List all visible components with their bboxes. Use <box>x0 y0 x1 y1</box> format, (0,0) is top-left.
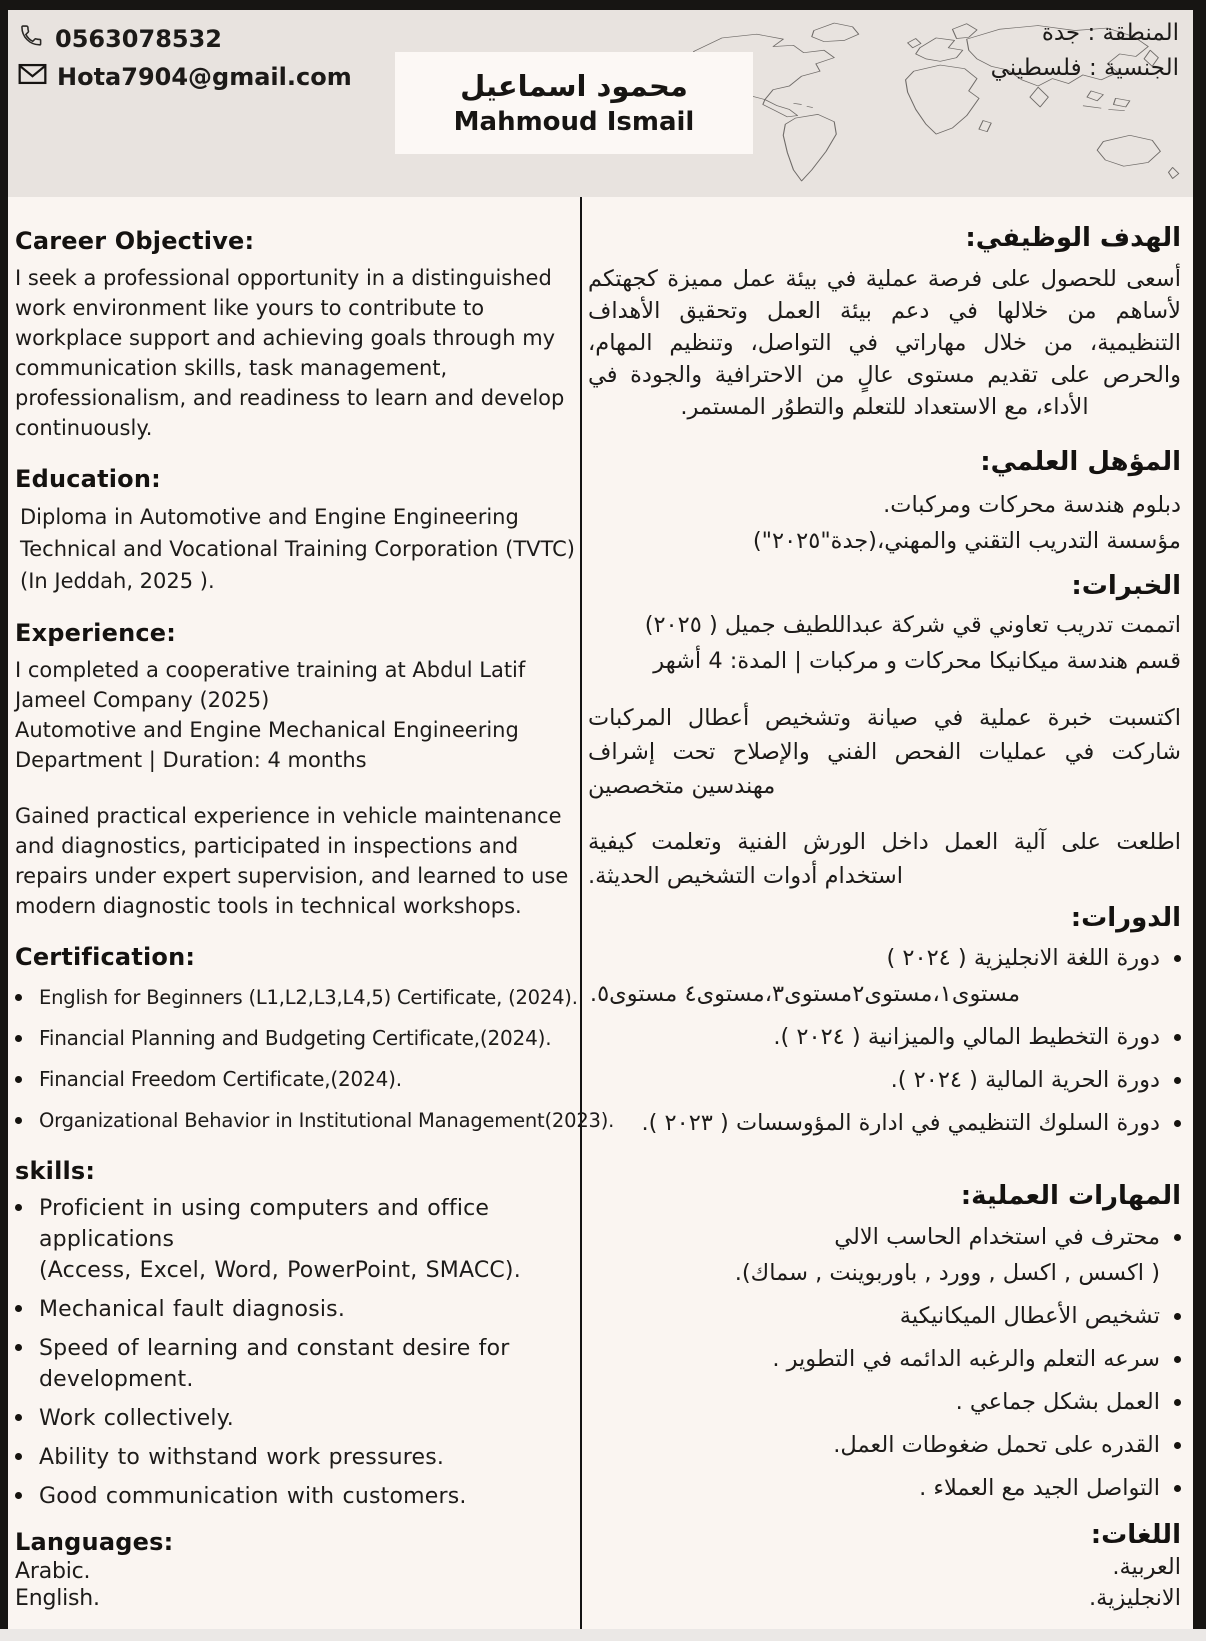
nationality-label: الجنسية : فلسطيني <box>990 55 1179 81</box>
list-item <box>15 1106 615 1135</box>
qualification-block-ar <box>588 487 1181 559</box>
list-item <box>588 1298 1181 1334</box>
list-item <box>588 1105 1181 1141</box>
language-item: English. <box>15 1586 100 1611</box>
list-item <box>588 1470 1181 1506</box>
list-item <box>588 1341 1181 1377</box>
bullet-icon <box>1174 1234 1181 1241</box>
skills-item-ar: تشخيص الأعطال الميكانيكية <box>899 1303 1160 1329</box>
bullet-icon <box>1174 1442 1181 1449</box>
contact-block <box>18 22 352 99</box>
page-bottom-strip <box>0 1629 1206 1641</box>
region-label: المنطقة : جدة <box>1041 20 1179 46</box>
skills-item <box>39 1193 580 1286</box>
email-row <box>18 62 352 92</box>
experience-line-ar: اتممت تدريب تعاوني قي شركة عبداللطيف جميل ( ٢٠٢٥) <box>644 612 1181 638</box>
skills-item-ar: التواصل الجيد مع العملاء . <box>919 1475 1160 1501</box>
education-line: Diploma in Automotive and Engine Engineering <box>20 505 519 529</box>
bullet-icon <box>1174 1077 1181 1084</box>
courses-list-ar <box>588 940 1181 1141</box>
header <box>8 10 1193 197</box>
list-item <box>15 1481 580 1512</box>
skills-list-ar <box>588 1219 1181 1506</box>
experience-line: I completed a cooperative training at Abdul Latif Jameel Company (2025) <box>15 658 526 712</box>
experience-title-ar: الخبرات: <box>1071 571 1181 601</box>
phone-icon <box>18 22 45 55</box>
phone-number: 0563078532 <box>55 24 222 53</box>
bullet-icon <box>1174 1034 1181 1041</box>
experience-block-ar <box>588 607 1181 893</box>
geo-info <box>991 16 1179 86</box>
career-objective-text-en: I seek a professional opportunity in a distinguished work environment like yours to contribute to workplace support and achieving goals through my communication skills, task management, professionalism, and readiness to learn and develop continuously. <box>15 266 565 440</box>
skills-item: Ability to withstand work pressures. <box>39 1445 445 1470</box>
arabic-column <box>582 197 1193 1629</box>
list-item <box>15 1403 580 1434</box>
certification-item: Organizational Behavior in Institutional Management(2023). <box>39 1109 615 1132</box>
name-box <box>395 52 753 154</box>
course-item <box>590 940 1160 1012</box>
experience-line-ar: قسم هندسة ميكانيكا محركات و مركبات | المدة: 4 أشهر <box>653 648 1181 674</box>
list-item <box>588 1062 1181 1098</box>
skills-item-line: Proficient in using computers and office applications <box>39 1196 490 1252</box>
skills-item-ar: سرعه التعلم والرغبه الدائمه في التطوير . <box>772 1346 1160 1372</box>
languages-block-en <box>15 1528 580 1612</box>
certification-list-en <box>15 983 615 1135</box>
course-item: دورة التخطيط المالي والميزانية ( ٢٠٢٤ ). <box>773 1024 1160 1050</box>
list-item <box>588 1219 1181 1291</box>
languages-block-ar <box>588 1520 1181 1614</box>
course-item: دورة الحرية المالية ( ٢٠٢٤ ). <box>890 1067 1160 1093</box>
education-line: (In Jeddah, 2025 ). <box>20 569 215 593</box>
certification-title-en: Certification: <box>15 943 196 971</box>
skills-item-ar: العمل بشكل جماعي . <box>955 1389 1160 1415</box>
skills-item-ar <box>735 1219 1160 1291</box>
course-item-line: دورة اللغة الانجليزية ( ٢٠٢٤ ) <box>886 945 1160 971</box>
languages-title-ar: اللغات: <box>1090 1520 1181 1550</box>
skills-item-line-ar: ( اكسس , اكسل , وورد , باوربوينت , سماك). <box>734 1260 1160 1286</box>
language-item-ar: العربية. <box>1112 1554 1181 1580</box>
list-item <box>15 1193 580 1286</box>
language-item: Arabic. <box>15 1559 91 1584</box>
career-objective-title-en: Career Objective: <box>15 227 255 255</box>
bullet-icon <box>15 1076 22 1083</box>
certification-item: English for Beginners (L1,L2,L3,L4,5) Certificate, (2024). <box>39 986 578 1009</box>
skills-item-line-ar: محترف في استخدام الحاسب الالي <box>834 1224 1160 1250</box>
bullet-icon <box>15 994 22 1001</box>
bullet-icon <box>15 1204 22 1211</box>
bullet-icon <box>1174 1356 1181 1363</box>
experience-paragraph-2-ar: اكتسبت خبرة عملية في صيانة وتشخيص أعطال المركبات شاركت في عمليات الفحص الفني والإصلاح تحت إشراف مهندسين متخصصين <box>588 705 1181 799</box>
bullet-icon <box>15 1305 22 1312</box>
skills-title-en: skills: <box>15 1157 96 1185</box>
bullet-icon <box>1174 1399 1181 1406</box>
skills-item: Mechanical fault diagnosis. <box>39 1297 346 1322</box>
qualification-line: مؤسسة التدريب التقني والمهني،(جدة"٢٠٢٥") <box>752 528 1181 554</box>
list-item <box>15 983 580 1012</box>
email-address: Hota7904@gmail.com <box>57 63 352 91</box>
career-objective-title-ar: الهدف الوظيفي: <box>965 223 1181 253</box>
skills-item-line: (Access, Excel, Word, PowerPoint, SMACC). <box>39 1258 521 1283</box>
list-item <box>15 1442 580 1473</box>
bullet-icon <box>15 1344 22 1351</box>
education-line: Technical and Vocational Training Corporation (TVTC) <box>20 537 575 561</box>
bullet-icon <box>15 1492 22 1499</box>
bullet-icon <box>15 1453 22 1460</box>
skills-item: Work collectively. <box>39 1406 234 1431</box>
bullet-icon <box>15 1035 22 1042</box>
name-english: Mahmoud Ismail <box>453 107 695 137</box>
list-item <box>15 1294 580 1325</box>
list-item <box>588 940 1181 1012</box>
bullet-icon <box>15 1117 22 1124</box>
resume-body <box>8 197 1193 1629</box>
course-item-line: مستوى١،مستوى٢مستوى٣،مستوى٤ مستوى٥. <box>589 981 1020 1007</box>
experience-paragraph-3-ar: اطلعت على آلية العمل داخل الورش الفنية وتعلمت كيفية استخدام أدوات التشخيص الحديثة. <box>588 829 1181 889</box>
list-item <box>588 1384 1181 1420</box>
experience-title-en: Experience: <box>15 619 177 647</box>
certification-item: Financial Freedom Certificate,(2024). <box>39 1067 402 1091</box>
list-item <box>15 1065 580 1094</box>
bullet-icon <box>15 1414 22 1421</box>
qualification-line: دبلوم هندسة محركات ومركبات. <box>883 492 1181 518</box>
name-arabic: محمود اسماعيل <box>460 69 688 103</box>
experience-paragraph-2-en: Gained practical experience in vehicle maintenance and diagnostics, participated in inspections and repairs under expert supervision, and learned to use modern diagnostic tools in technical workshops. <box>15 804 569 918</box>
skills-item: Good communication with customers. <box>39 1484 467 1509</box>
resume-sheet <box>8 10 1193 1641</box>
skills-item-ar: القدره على تحمل ضغوطات العمل. <box>833 1432 1160 1458</box>
skills-list-en <box>15 1193 580 1512</box>
bullet-icon <box>1174 1120 1181 1127</box>
practical-skills-title-ar: المهارات العملية: <box>960 1181 1181 1211</box>
bullet-icon <box>1174 955 1181 962</box>
language-item-ar: الانجليزية. <box>1089 1585 1181 1611</box>
english-column <box>8 197 615 1629</box>
education-block-en <box>15 501 580 597</box>
languages-title-en: Languages: <box>15 1528 174 1556</box>
bullet-icon <box>1174 1313 1181 1320</box>
qualification-title-ar: المؤهل العلمي: <box>980 447 1181 477</box>
course-item: دورة السلوك التنظيمي في ادارة المؤوسسات ( ٢٠٢٣ ). <box>641 1110 1160 1136</box>
list-item <box>15 1024 580 1053</box>
skills-item: Speed of learning and constant desire for development. <box>39 1336 510 1392</box>
experience-line: Automotive and Engine Mechanical Engineering Department | Duration: 4 months <box>15 718 519 772</box>
list-item <box>15 1333 580 1395</box>
list-item <box>588 1427 1181 1463</box>
experience-paragraph-1-en <box>15 655 580 775</box>
courses-title-ar: الدورات: <box>1070 903 1181 933</box>
list-item <box>588 1019 1181 1055</box>
certification-item: Financial Planning and Budgeting Certificate,(2024). <box>39 1026 552 1050</box>
phone-row <box>18 22 352 55</box>
bullet-icon <box>1174 1485 1181 1492</box>
mail-icon <box>18 62 47 92</box>
education-title-en: Education: <box>15 465 161 493</box>
career-objective-text-ar: أسعى للحصول على فرصة عملية في بيئة عمل مميزة كجهتكم لأساهم من خلالها في دعم بيئة العمل وتحقيق الأهداف التنظيمية، من خلال مهاراتي في التواصل، وتنظيم المهام، والحرص على تقديم مستوى عالٍ من الاحترافية والجودة في الأداء، مع الاستعداد للتعلم والتطوُر المستمر. <box>588 266 1181 420</box>
